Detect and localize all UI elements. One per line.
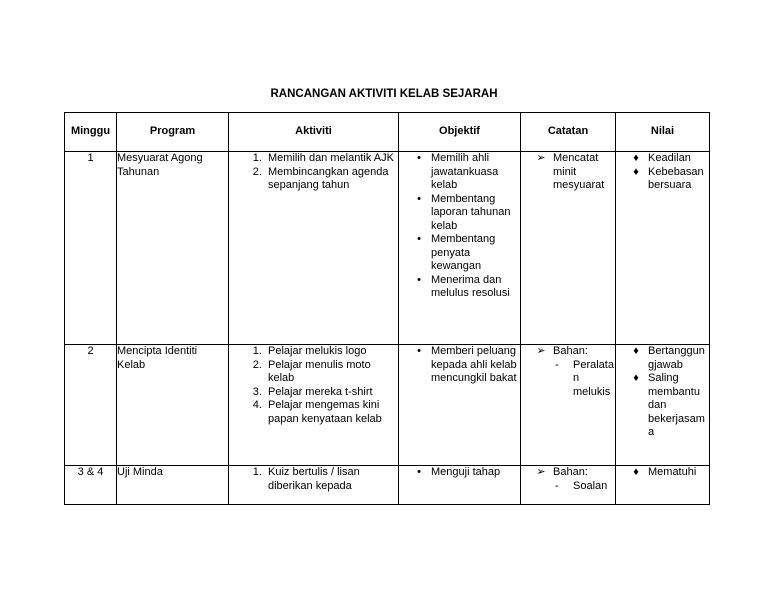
table-header-row [65,113,710,152]
list-item: • Menguji tahap [431,466,520,480]
objective-list [399,152,520,301]
list-item: ➢ Mencatat minit mesyuarat [536,152,605,191]
activity-list [229,345,398,426]
program-cell: Mencipta Identiti Kelab [117,345,229,466]
values-cell [616,152,710,345]
notes-cell [521,152,616,345]
activity-cell [229,466,399,505]
list-item: • Menerima dan melulus resolusi [431,274,520,301]
arrow-bullet-icon: ➢ [536,466,546,478]
list-item: 3. Pelajar mereka t-shirt [265,386,398,400]
list-item: 1. Pelajar melukis logo [265,345,398,359]
week-cell: 1 [65,152,117,345]
list-item: ♦ Keadilan [648,152,709,166]
values-cell [616,466,710,505]
list-item: 1. Memilih dan melantik AJK [265,152,398,166]
header-catatan: Catatan [521,113,616,152]
activity-plan-table [64,112,710,505]
arrow-bullet-icon: ➢ [536,345,546,357]
notes-sublist [553,480,615,494]
diamond-bullet-icon: ♦ [633,152,639,164]
activity-cell [229,345,399,466]
values-cell [616,345,710,466]
program-cell: Mesyuarat Agong Tahunan [117,152,229,345]
list-item: • Memilih ahli jawatankuasa kelab [431,152,520,193]
diamond-bullet-icon: ♦ [633,372,639,384]
objective-cell [399,466,521,505]
dash-icon: - [555,479,559,492]
notes-list [521,345,615,399]
activity-list [229,466,398,493]
header-objektif: Objektif [399,113,521,152]
activity-list [229,152,398,193]
table-row [65,466,710,505]
arrow-bullet-icon: ➢ [536,152,546,164]
document-title: RANCANGAN AKTIVITI KELAB SEJARAH [270,88,498,100]
objective-cell [399,345,521,466]
diamond-bullet-icon: ♦ [633,345,639,357]
activity-cell [229,152,399,345]
list-item: ♦ Mematuhi [648,466,709,480]
diamond-bullet-icon: ♦ [633,466,639,478]
objective-list [399,466,520,480]
list-item: - Peralatan melukis [555,358,614,398]
bullet-icon: • [417,273,421,286]
header-minggu: Minggu [65,113,117,152]
notes-cell [521,466,616,505]
diamond-bullet-icon: ♦ [633,165,639,178]
bullet-icon: • [417,152,421,164]
list-item: • Membentang penyata kewangan [431,233,520,274]
notes-cell [521,345,616,466]
program-cell: Uji Minda [117,466,229,505]
week-cell: 2 [65,345,117,466]
list-item: 2. Membincangkan agenda sepanjang tahun [265,166,398,193]
bullet-icon: • [417,233,421,245]
values-list [616,466,709,480]
header-program: Program [117,113,229,152]
bullet-icon: • [417,345,421,357]
week-cell: 3 & 4 [65,466,117,505]
list-item: ♦ Kebebasan bersuara [648,166,709,193]
notes-list [521,152,615,193]
list-item: 2. Pelajar menulis moto kelab [265,359,398,386]
table-row [65,152,710,345]
bullet-icon: • [417,466,421,478]
notes-sublist [553,359,615,400]
list-item: - Soalan [555,479,608,492]
list-item: ➢ Bahan: - Soalan [553,466,615,493]
list-item: • Membentang laporan tahunan kelab [431,193,520,234]
list-item: ♦ Bertanggun gjawab [648,345,709,372]
notes-list [521,466,615,493]
values-list [616,345,709,440]
list-item: ➢ Bahan: - Peralatan melukis [536,345,614,398]
list-item: 1. Kuiz bertulis / lisan diberikan kepada [265,466,398,493]
header-aktiviti: Aktiviti [229,113,399,152]
values-list [616,152,709,193]
bullet-icon: • [417,192,421,205]
table-row [65,345,710,466]
list-item: ♦ Saling membantu dan bekerjasam a [648,372,709,440]
objective-list [399,345,520,386]
header-nilai: Nilai [616,113,710,152]
objective-cell [399,152,521,345]
dash-icon: - [555,358,559,371]
list-item: 4. Pelajar mengemas kini papan kenyataan kelab [265,399,398,426]
list-item: • Memberi peluang kepada ahli kelab mencungkil bakat [431,345,520,386]
